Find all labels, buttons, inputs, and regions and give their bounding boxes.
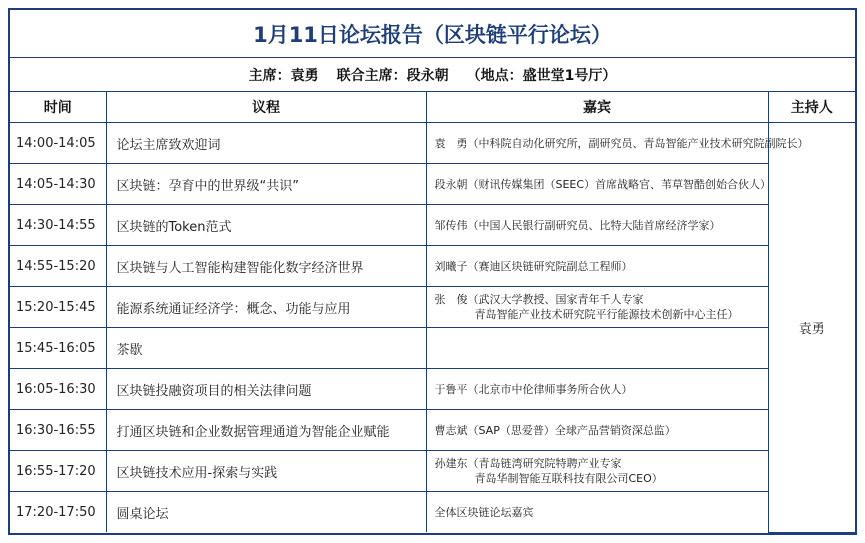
chair-label: 主席：袁勇 bbox=[248, 67, 319, 84]
row-guest bbox=[426, 287, 768, 328]
table-row bbox=[10, 287, 855, 328]
row-time: 16:55-17:20 bbox=[10, 451, 106, 492]
table-row bbox=[10, 123, 855, 164]
row-agenda: 能源系统通证经济学：概念、功能与应用 bbox=[106, 287, 426, 328]
table-row bbox=[10, 369, 855, 410]
header-agenda: 议程 bbox=[106, 92, 426, 123]
row-guest bbox=[426, 369, 768, 410]
row-time: 14:30-14:55 bbox=[10, 205, 106, 246]
schedule-frame bbox=[8, 8, 857, 535]
guest-line: 段永朝（财讯传媒集团（SEEC）首席战略官、苇草智酷创始合伙人） bbox=[434, 177, 772, 191]
row-time: 14:55-15:20 bbox=[10, 246, 106, 287]
co-chair-label: 联合主席：段永朝 bbox=[336, 67, 449, 84]
table-row bbox=[10, 492, 855, 533]
table-row bbox=[10, 410, 855, 451]
table-body bbox=[10, 123, 855, 533]
row-guest bbox=[426, 205, 768, 246]
guest-line: 袁 勇（中科院自动化研究所，副研究员、青岛智能产业技术研究院副院长） bbox=[434, 136, 809, 150]
row-time: 14:05-14:30 bbox=[10, 164, 106, 205]
row-agenda: 区块链：孕育中的世界级“共识” bbox=[106, 164, 426, 205]
row-agenda: 论坛主席致欢迎词 bbox=[106, 123, 426, 164]
row-guest bbox=[426, 328, 768, 369]
header-time: 时间 bbox=[10, 92, 106, 123]
guest-line: 张 俊（武汉大学教授、国家青年千人专家 bbox=[434, 293, 644, 306]
table-header-row bbox=[10, 92, 855, 123]
row-agenda: 区块链投融资项目的相关法律问题 bbox=[106, 369, 426, 410]
row-agenda: 区块链与人工智能构建智能化数字经济世界 bbox=[106, 246, 426, 287]
guest-line: 曹志斌（SAP（思爱普）全球产品营销资深总监） bbox=[434, 423, 676, 437]
row-time: 15:20-15:45 bbox=[10, 287, 106, 328]
table-row bbox=[10, 246, 855, 287]
guest-line: 全体区块链论坛嘉宾 bbox=[434, 505, 534, 519]
guest-line: 青岛华制智能互联科技有限公司CEO） bbox=[474, 472, 663, 485]
row-time: 15:45-16:05 bbox=[10, 328, 106, 369]
row-agenda: 打通区块链和企业数据管理通道为智能企业赋能 bbox=[106, 410, 426, 451]
guest-line: 邹传伟（中国人民银行副研究员、比特大陆首席经济学家） bbox=[434, 218, 721, 232]
row-agenda: 区块链技术应用-探索与实践 bbox=[106, 451, 426, 492]
host-cell: 袁勇 bbox=[768, 123, 855, 533]
venue-label: （地点：盛世堂1号厅） bbox=[466, 67, 617, 84]
table-row bbox=[10, 328, 855, 369]
page-title: 1月11日论坛报告（区块链平行论坛） bbox=[10, 10, 855, 58]
row-time: 14:00-14:05 bbox=[10, 123, 106, 164]
guest-line: 刘曦子（赛迪区块链研究院副总工程师） bbox=[434, 259, 633, 273]
row-agenda: 区块链的Token范式 bbox=[106, 205, 426, 246]
header-guest: 嘉宾 bbox=[426, 92, 768, 123]
row-time: 17:20-17:50 bbox=[10, 492, 106, 533]
table-row bbox=[10, 451, 855, 492]
table-row bbox=[10, 205, 855, 246]
row-guest bbox=[426, 410, 768, 451]
header-host: 主持人 bbox=[768, 92, 855, 123]
table-row bbox=[10, 164, 855, 205]
guest-line: 孙建东（青岛链湾研究院特聘产业专家 bbox=[434, 457, 622, 470]
guest-line: 青岛智能产业技术研究院平行能源技术创新中心主任） bbox=[474, 308, 739, 321]
row-guest bbox=[426, 451, 768, 492]
row-guest bbox=[426, 246, 768, 287]
row-guest bbox=[426, 123, 809, 164]
row-agenda: 圆桌论坛 bbox=[106, 492, 426, 533]
row-agenda: 茶歇 bbox=[106, 328, 426, 369]
guest-line: 于鲁平（北京市中伦律师事务所合伙人） bbox=[434, 382, 633, 396]
row-guest bbox=[426, 164, 772, 205]
row-time: 16:05-16:30 bbox=[10, 369, 106, 410]
row-time: 16:30-16:55 bbox=[10, 410, 106, 451]
chair-line bbox=[10, 58, 855, 92]
schedule-table bbox=[10, 92, 855, 533]
row-guest bbox=[426, 492, 768, 533]
